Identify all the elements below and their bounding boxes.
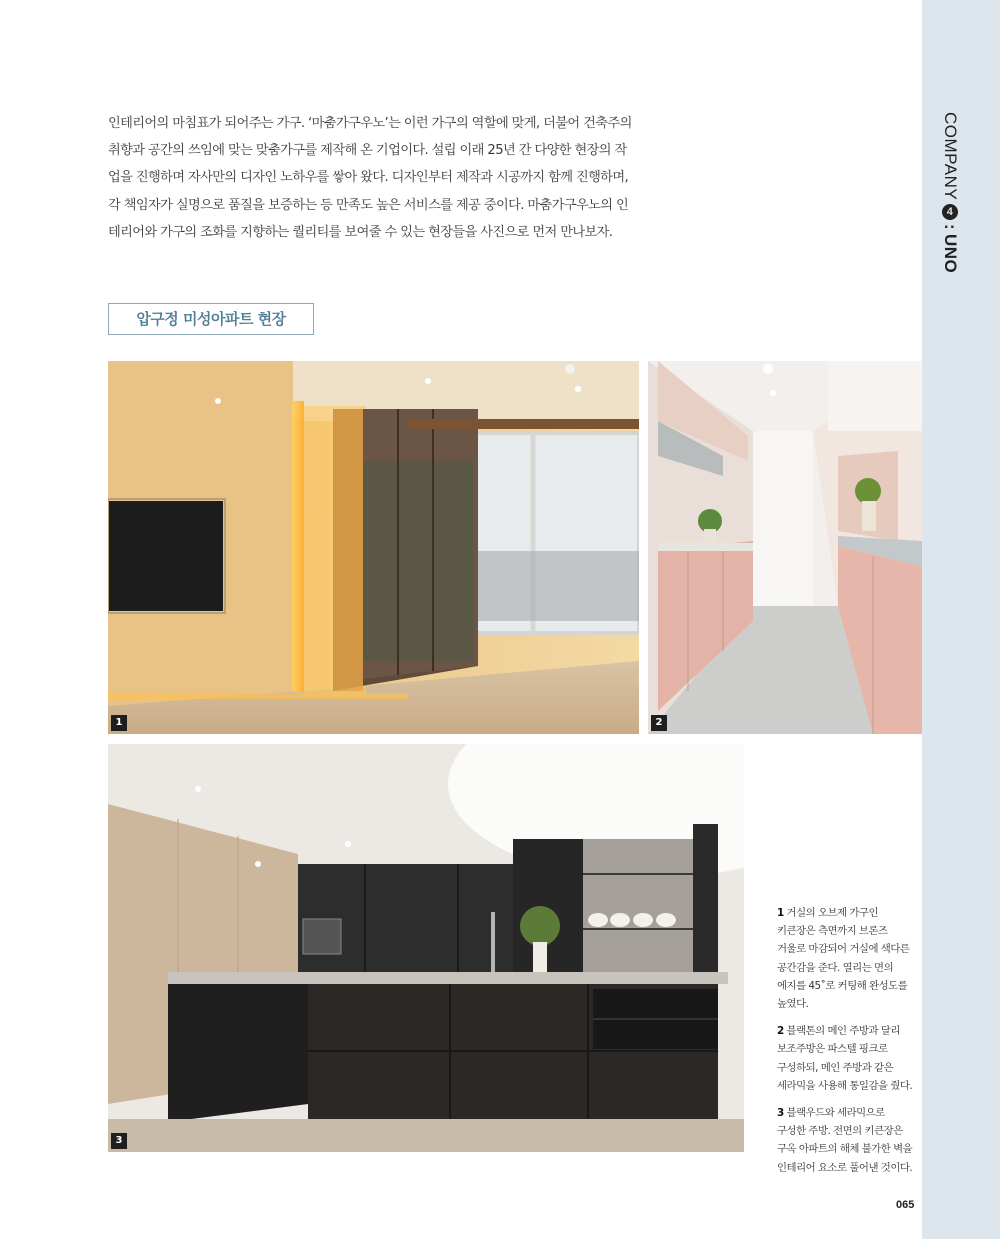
caption-line: 구성하되, 메인 주방과 같은 (777, 1061, 894, 1074)
intro-line: 인테리어의 마침표가 되어주는 가구. ‘마춤가구우노’는 이런 가구의 역할에 맞게, 더불어 건축주의 (108, 116, 632, 131)
caption-number: 1 (777, 907, 784, 919)
caption-line: 블랙톤의 메인 주방과 달리 (786, 1025, 900, 1038)
living-room-photo (108, 361, 639, 734)
section-title-box: 압구정 미성아파트 현장 (108, 303, 314, 335)
photo-number-badge: 3 (111, 1133, 127, 1149)
caption-number: 3 (777, 1107, 784, 1120)
pink-kitchen-photo (648, 361, 922, 734)
caption-line: 구성한 주방. 전면의 키큰장은 (777, 1125, 903, 1138)
photo-captions (777, 904, 922, 1186)
caption-line: 거울로 마감되어 거실에 색다른 (777, 943, 910, 956)
intro-line: 각 책임자가 실명으로 품질을 보증하는 등 만족도 높은 서비스를 제공 중이다. 마춤가구우노의 인 (108, 197, 629, 213)
caption-1 (777, 904, 922, 1013)
sidebar-company: COMPANY (941, 112, 960, 201)
caption-line: 보조주방은 파스텔 핑크로 (777, 1043, 888, 1056)
sidebar-separator: : (941, 224, 960, 231)
caption-line: 높였다. (777, 998, 809, 1011)
caption-line: 에지를 45˚로 커팅해 완성도를 (777, 979, 908, 992)
caption-2 (777, 1022, 922, 1095)
caption-line: 세라믹을 사용해 통일감을 줬다. (777, 1079, 913, 1092)
sidebar-company-name: UNO (941, 234, 960, 274)
caption-line: 구옥 아파트의 해체 불가한 벽을 (777, 1143, 913, 1156)
caption-line: 블랙우드와 세라믹으로 (786, 1107, 885, 1120)
intro-paragraph (108, 110, 688, 246)
photo-number-badge: 1 (111, 715, 127, 731)
sidebar-band (922, 0, 1000, 1239)
caption-line: 거실의 오브제 가구인 (786, 907, 878, 919)
caption-line: 공간감을 준다. 열리는 면의 (777, 961, 894, 974)
intro-line: 업을 진행하며 자사만의 디자인 노하우를 쌓아 왔다. 디자인부터 제작과 시공까지 함께 진행하며, (108, 170, 629, 186)
caption-3 (777, 1104, 922, 1177)
black-kitchen-photo (108, 744, 744, 1152)
caption-line: 인테리어 요소로 풀어낸 것이다. (777, 1161, 913, 1174)
intro-line: 테리어와 가구의 조화를 지향하는 퀄리티를 보여줄 수 있는 현장들을 사진으로 먼저 만나보자. (108, 224, 613, 240)
photo-number-badge: 2 (651, 715, 667, 731)
intro-line: 취향과 공간의 쓰임에 맞는 맞춤가구를 제작해 온 기업이다. 설립 이래 25년 간 다양한 현장의 작 (108, 143, 627, 159)
sidebar-number-badge: 4 (942, 204, 958, 220)
sidebar-company-label (940, 112, 960, 274)
caption-line: 키큰장은 측면까지 브론즈 (777, 925, 888, 938)
caption-number: 2 (777, 1025, 784, 1038)
page-number: 065 (896, 1199, 915, 1211)
